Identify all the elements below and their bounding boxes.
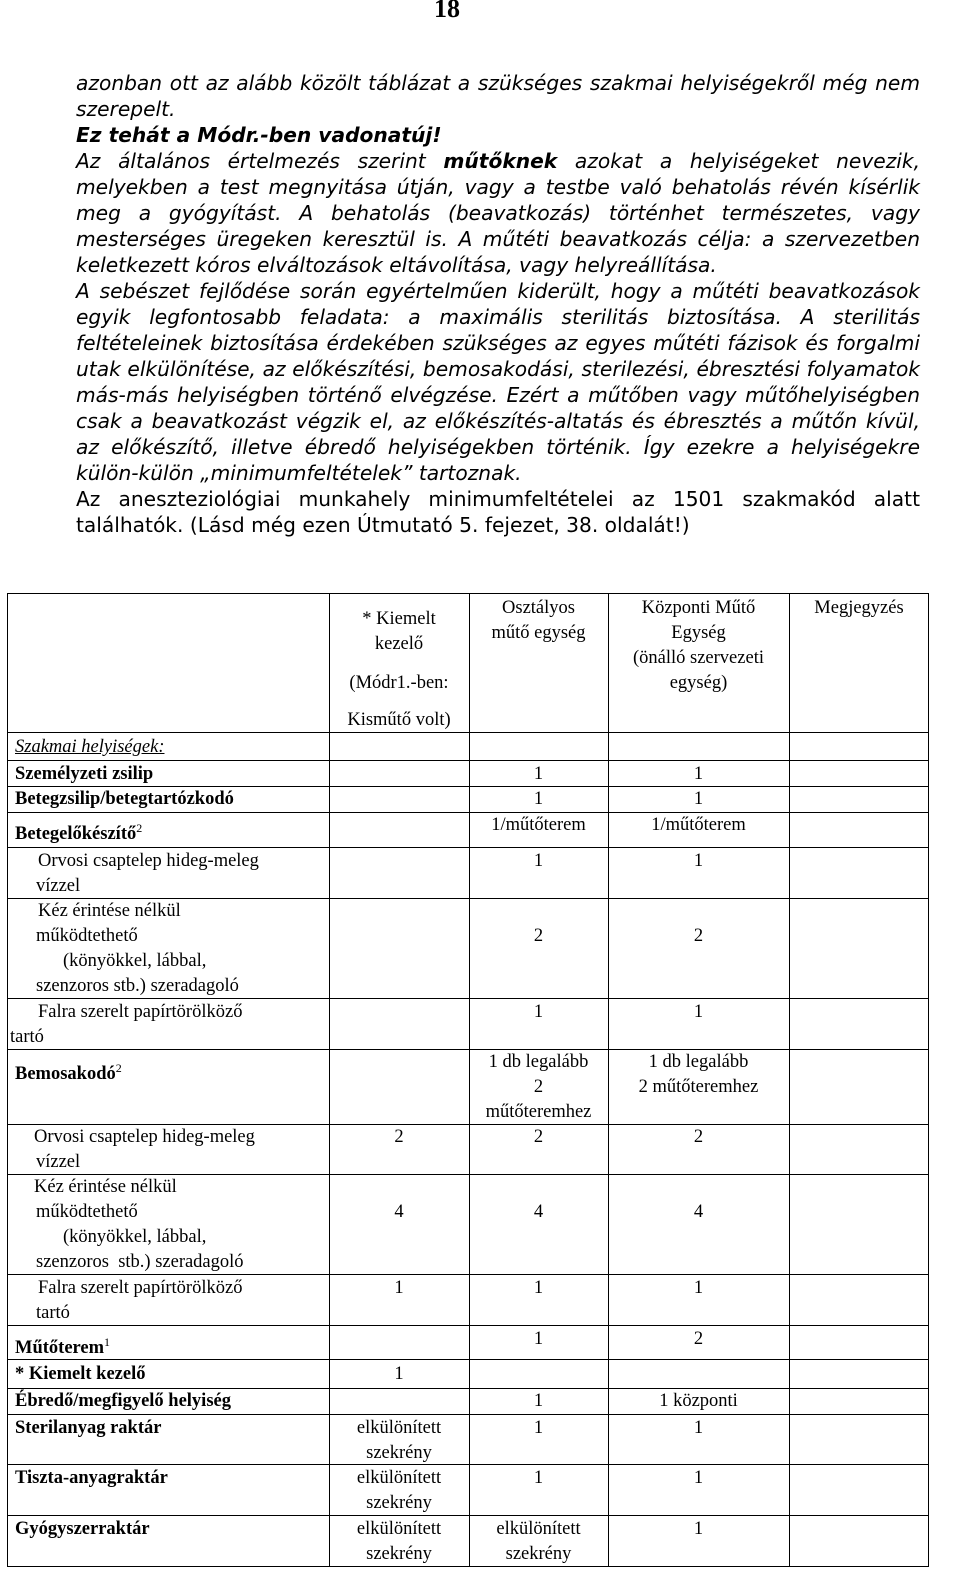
header-kiemelt: * Kiemelt (362, 609, 436, 629)
rooms-table (7, 593, 929, 1567)
header-modr: (Módr1.-ben: (349, 673, 449, 693)
cell-value: 1 (533, 1391, 544, 1411)
row-papirtorolkozo-2-cont: tartó (36, 1303, 70, 1323)
cell-value: 4 (693, 1202, 704, 1222)
row-kez-erintese-cont: (könyökkel, lábbal, (63, 951, 207, 971)
footnote-mark: 2 (136, 821, 143, 835)
footnote-mark: 1 (104, 1335, 111, 1349)
cell-value: szekrény (366, 1443, 432, 1463)
row-kez-erintese: Kéz érintése nélkül (38, 901, 181, 921)
page-number: 18 (434, 0, 460, 23)
row-orvosi-csaptelep-2: Orvosi csaptelep hideg-meleg (34, 1127, 255, 1147)
cell-value: 1 központi (659, 1391, 738, 1411)
intro-p1-start: Az általános értelmezés szerint (76, 149, 444, 173)
cell-value: 2 (533, 1077, 544, 1097)
cell-value: 1 (693, 1002, 704, 1022)
row-orvosi-csaptelep: Orvosi csaptelep hideg-meleg (38, 851, 259, 871)
header-kezelo: kezelő (374, 634, 424, 654)
row-papirtorolkozo: Falra szerelt papírtörölköző (38, 1002, 243, 1022)
section-label: Szakmai helyiségek: (15, 737, 165, 757)
intro-p1-emphasis: műtőknek (443, 149, 558, 173)
table-line (8, 847, 928, 848)
cell-value: műtőteremhez (485, 1102, 592, 1122)
row-orvosi-csaptelep-2-cont: vízzel (36, 1152, 81, 1172)
cell-value: elkülönített (496, 1519, 581, 1539)
header-megjegyzes: Megjegyzés (814, 598, 904, 618)
cell-value: 1 (693, 764, 704, 784)
cell-value: 1 (394, 1364, 404, 1384)
row-mutoterem (15, 1336, 110, 1361)
cell-value: 4 (394, 1202, 404, 1222)
intro-line-2: Ez tehát a Módr.-ben vadonatúj! (76, 123, 442, 147)
cell-value: 1 (693, 1519, 704, 1539)
cell-value: 1 (533, 764, 544, 784)
cell-value: 1 (693, 1418, 704, 1438)
cell-value: 1/műtőterem (491, 815, 586, 835)
row-kez-erintese-2: Kéz érintése nélkül (34, 1177, 177, 1197)
row-orvosi-csaptelep-cont: vízzel (36, 876, 81, 896)
cell-value: elkülönített (356, 1519, 442, 1539)
header-kozponti: Központi Műtő (641, 598, 756, 618)
table-line (8, 812, 928, 813)
header-kismuto: Kisműtő volt) (347, 710, 451, 730)
footnote-mark: 2 (115, 1061, 122, 1075)
intro-p1-rest: azokat a helyiségeket nevezik, melyekben a test megnyitása útján, vagy a testbe való behatolás révén kísérlik meg a gyógyítást. A behatolás (beavatkozás) történhet természetes, vagy mesterséges üregeken keresztül is. A műtéti beavatkozás célja: a szervezetben keletkezett kóros elváltozások eltávolítása, vagy helyreállítása. (76, 149, 921, 277)
table-line (8, 1359, 928, 1360)
table-line (8, 1325, 928, 1326)
cell-value: 1 (394, 1278, 404, 1298)
row-kiemelt-kezelo: * Kiemelt kezelő (15, 1364, 146, 1384)
cell-value: 1 (533, 1468, 544, 1488)
cell-value: 1 (533, 1418, 544, 1438)
cell-value: 1 (533, 1329, 544, 1349)
row-label: Betegelőkészítő (15, 824, 137, 844)
row-kez-erintese-cont: működtethető (36, 926, 138, 946)
cell-value: szekrény (366, 1493, 432, 1513)
intro-text (76, 70, 920, 538)
cell-value: 2 műtőteremhez (638, 1077, 759, 1097)
cell-value: 1 (533, 851, 544, 871)
cell-value: 2 (533, 926, 544, 946)
intro-line-1: azonban ott az alább közölt táblázat a szükséges szakmai helyiségekről még nem szerepelt. (76, 71, 920, 121)
cell-value: 1/műtőterem (651, 815, 746, 835)
cell-value: szekrény (505, 1544, 572, 1564)
cell-value: 2 (693, 926, 704, 946)
row-papirtorolkozo-cont: tartó (10, 1027, 44, 1047)
cell-value: 1 (533, 1002, 544, 1022)
table-line (789, 594, 790, 1566)
row-betegzsilip: Betegzsilip/betegtartózkodó (15, 789, 234, 809)
cell-value: szekrény (366, 1544, 432, 1564)
row-bemosakodo (15, 1062, 122, 1087)
cell-value: elkülönített (356, 1418, 442, 1438)
table-line (8, 1414, 928, 1415)
cell-value: 1 (693, 851, 704, 871)
header-osztalyos: Osztályos (502, 598, 575, 618)
row-kez-erintese-cont: szenzoros stb.) szeradagoló (36, 976, 239, 996)
cell-value: 2 (693, 1329, 704, 1349)
cell-value: 1 db legalább (648, 1052, 749, 1072)
row-szemelyzeti-zsilip: Személyzeti zsilip (15, 764, 154, 784)
cell-value: 1 (533, 1278, 544, 1298)
cell-value: 1 (693, 1468, 704, 1488)
row-sterilanyag: Sterilanyag raktár (15, 1418, 162, 1438)
row-papirtorolkozo-2: Falra szerelt papírtörölköző (38, 1278, 243, 1298)
cell-value: 4 (533, 1202, 544, 1222)
row-kez-erintese-2-cont: működtethető (36, 1202, 138, 1222)
row-kez-erintese-2-cont: (könyökkel, lábbal, (63, 1227, 207, 1247)
cell-value: 1 (533, 789, 544, 809)
row-betegelokeszito (15, 822, 142, 847)
row-ebredo: Ébredő/megfigyelő helyiség (15, 1391, 231, 1411)
intro-paragraph-1 (76, 148, 920, 278)
row-kez-erintese-2-cont: szenzoros stb.) szeradagoló (36, 1252, 244, 1272)
cell-value: 1 (693, 789, 704, 809)
header-egyseg-close: egység) (669, 673, 728, 693)
intro-paragraph-3: Az aneszteziológiai munkahely minimumfeltételei az 1501 szakmakód alatt találhatók. (Lásd még ezen Útmutató 5. fejezet, 38. oldalát!) (76, 487, 920, 537)
row-label: Műtőterem (15, 1338, 105, 1358)
row-gyogyszerraktar: Gyógyszerraktár (15, 1519, 150, 1539)
header-onallo: (önálló szervezeti (633, 648, 764, 668)
cell-value: 1 db legalább (488, 1052, 589, 1072)
table-line (8, 760, 928, 761)
table-line (8, 1049, 928, 1050)
cell-value: 2 (693, 1127, 704, 1147)
row-label: Bemosakodó (15, 1064, 116, 1084)
header-egyseg: Egység (671, 623, 726, 643)
row-tiszta-anyagraktar: Tiszta-anyagraktár (15, 1468, 168, 1488)
header-muto-egyseg: műtő egység (491, 623, 586, 643)
cell-value: elkülönített (356, 1468, 442, 1488)
cell-value: 1 (693, 1278, 704, 1298)
intro-paragraph-2: A sebészet fejlődése során egyértelműen kiderült, hogy a műtéti beavatkozások egyik legfontosabb feladata: a maximális sterilitás biztosítása. A sterilitás feltételeinek biztosítása érdekében szükséges az egyes műtéti fázisok és forgalmi utak elkülönítése, az előkészítési, bemosakodási, sterilezési, ébresztési folyamatok más-más helyiségben történő elvégzése. Ezért a műtőben vagy műtőhelyiségben csak a beavatkozást végzik el, az előkészítés-altatás és ébresztés a műtőn kívül, az előkészítő, illetve ébredő helyiségekben történik. Így ezekre a helyiségekre külön-külön „minimumfeltételek” tartoznak. (76, 279, 920, 485)
cell-value: 2 (533, 1127, 544, 1147)
cell-value: 2 (394, 1127, 404, 1147)
